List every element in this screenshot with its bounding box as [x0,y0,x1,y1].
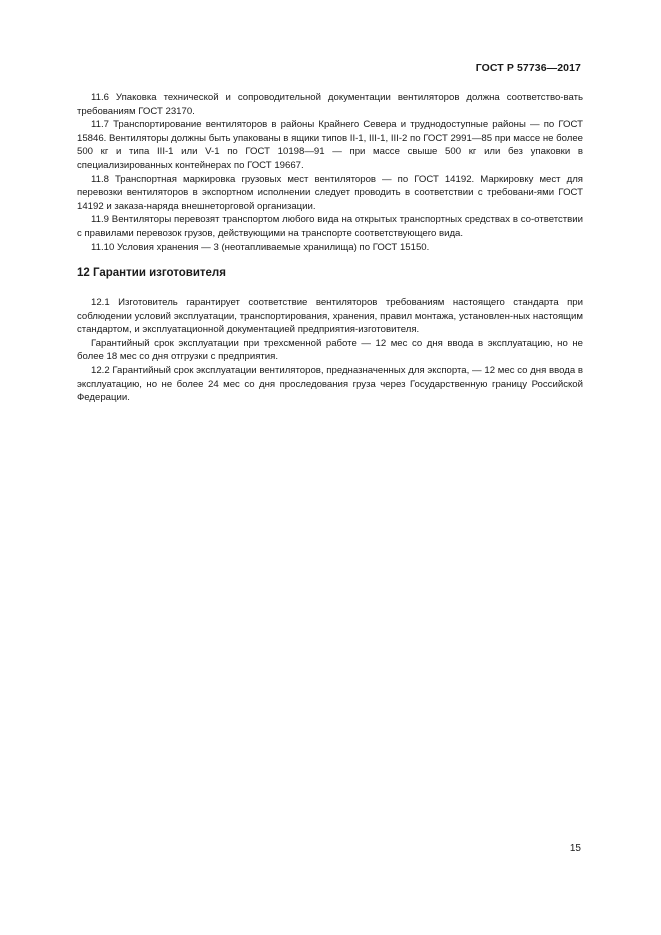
section-12-heading: 12 Гарантии изготовителя [77,267,226,279]
section-12-body [77,296,583,405]
paragraph-text: 12.1 Изготовитель гарантирует соответствие вентиляторов требованиям настоящего стандарта при соблюдении условий эксплуатации, транспортирования, хранения, правил монтажа, установлен-ных настоящим стандартом, и эксплуатационной документацией предприятия-изготовителя. [77,297,583,336]
document-code: ГОСТ Р 57736—2017 [475,62,581,74]
paragraph-11-10 [77,241,583,255]
paragraph-text: 11.6 Упаковка технической и сопроводительной документации вентиляторов должна соответство-вать требованиям ГОСТ 23170. [77,92,583,117]
paragraph-11-9 [77,213,583,240]
paragraph-11-7 [77,118,583,172]
paragraph-text: 12.2 Гарантийный срок эксплуатации вентиляторов, предназначенных для экспорта, — 12 мес со дня ввода в эксплуатацию, но не более 24 мес со дня проследования груза через Государственную границу Российской Федерации. [77,364,583,404]
paragraph-text: 11.8 Транспортная маркировка грузовых мест вентиляторов — по ГОСТ 14192. Маркировку мест для перевозки вентиляторов в экспортном исполнении следует проводить в соответствии с требовани-ями ГОСТ 14192 и заказа-наряда внешнеторговой организации. [77,173,583,212]
paragraph-text: 11.9 Вентиляторы перевозят транспортом любого вида на открытых транспортных средствах в со-ответствии с правилами перевозок грузов, действующими на транспорте соответствующего вида. [77,214,583,239]
paragraph-text: Гарантийный срок эксплуатации при трехсменной работе — 12 мес со дня ввода в эксплуатацию, но не более 18 мес со дня отгрузки с предприятия. [77,337,583,363]
paragraph-12-2 [77,364,583,405]
paragraph-12-1 [77,296,583,337]
paragraph-warranty-term [77,337,583,364]
paragraph-11-6 [77,91,583,118]
paragraph-11-8 [77,173,583,214]
page-number: 15 [569,843,581,854]
paragraph-text: 11.7 Транспортирование вентиляторов в районы Крайнего Севера и труднодоступные районы — по ГОСТ 15846. Вентиляторы должны быть упакованы в ящики типов II-1, III-1, III-2 по ГОСТ 2991—85 при массе не более 500 кг и типа III-1 или V-1 по ГОСТ 10198—91 — при массе свыше 500 кг или без упаковки в специализированных контейнерах по ГОСТ 19667. [77,119,584,171]
section-11-body [77,91,583,254]
paragraph-text: 11.10 Условия хранения — 3 (неотапливаемые хранилища) по ГОСТ 15150. [91,241,430,253]
